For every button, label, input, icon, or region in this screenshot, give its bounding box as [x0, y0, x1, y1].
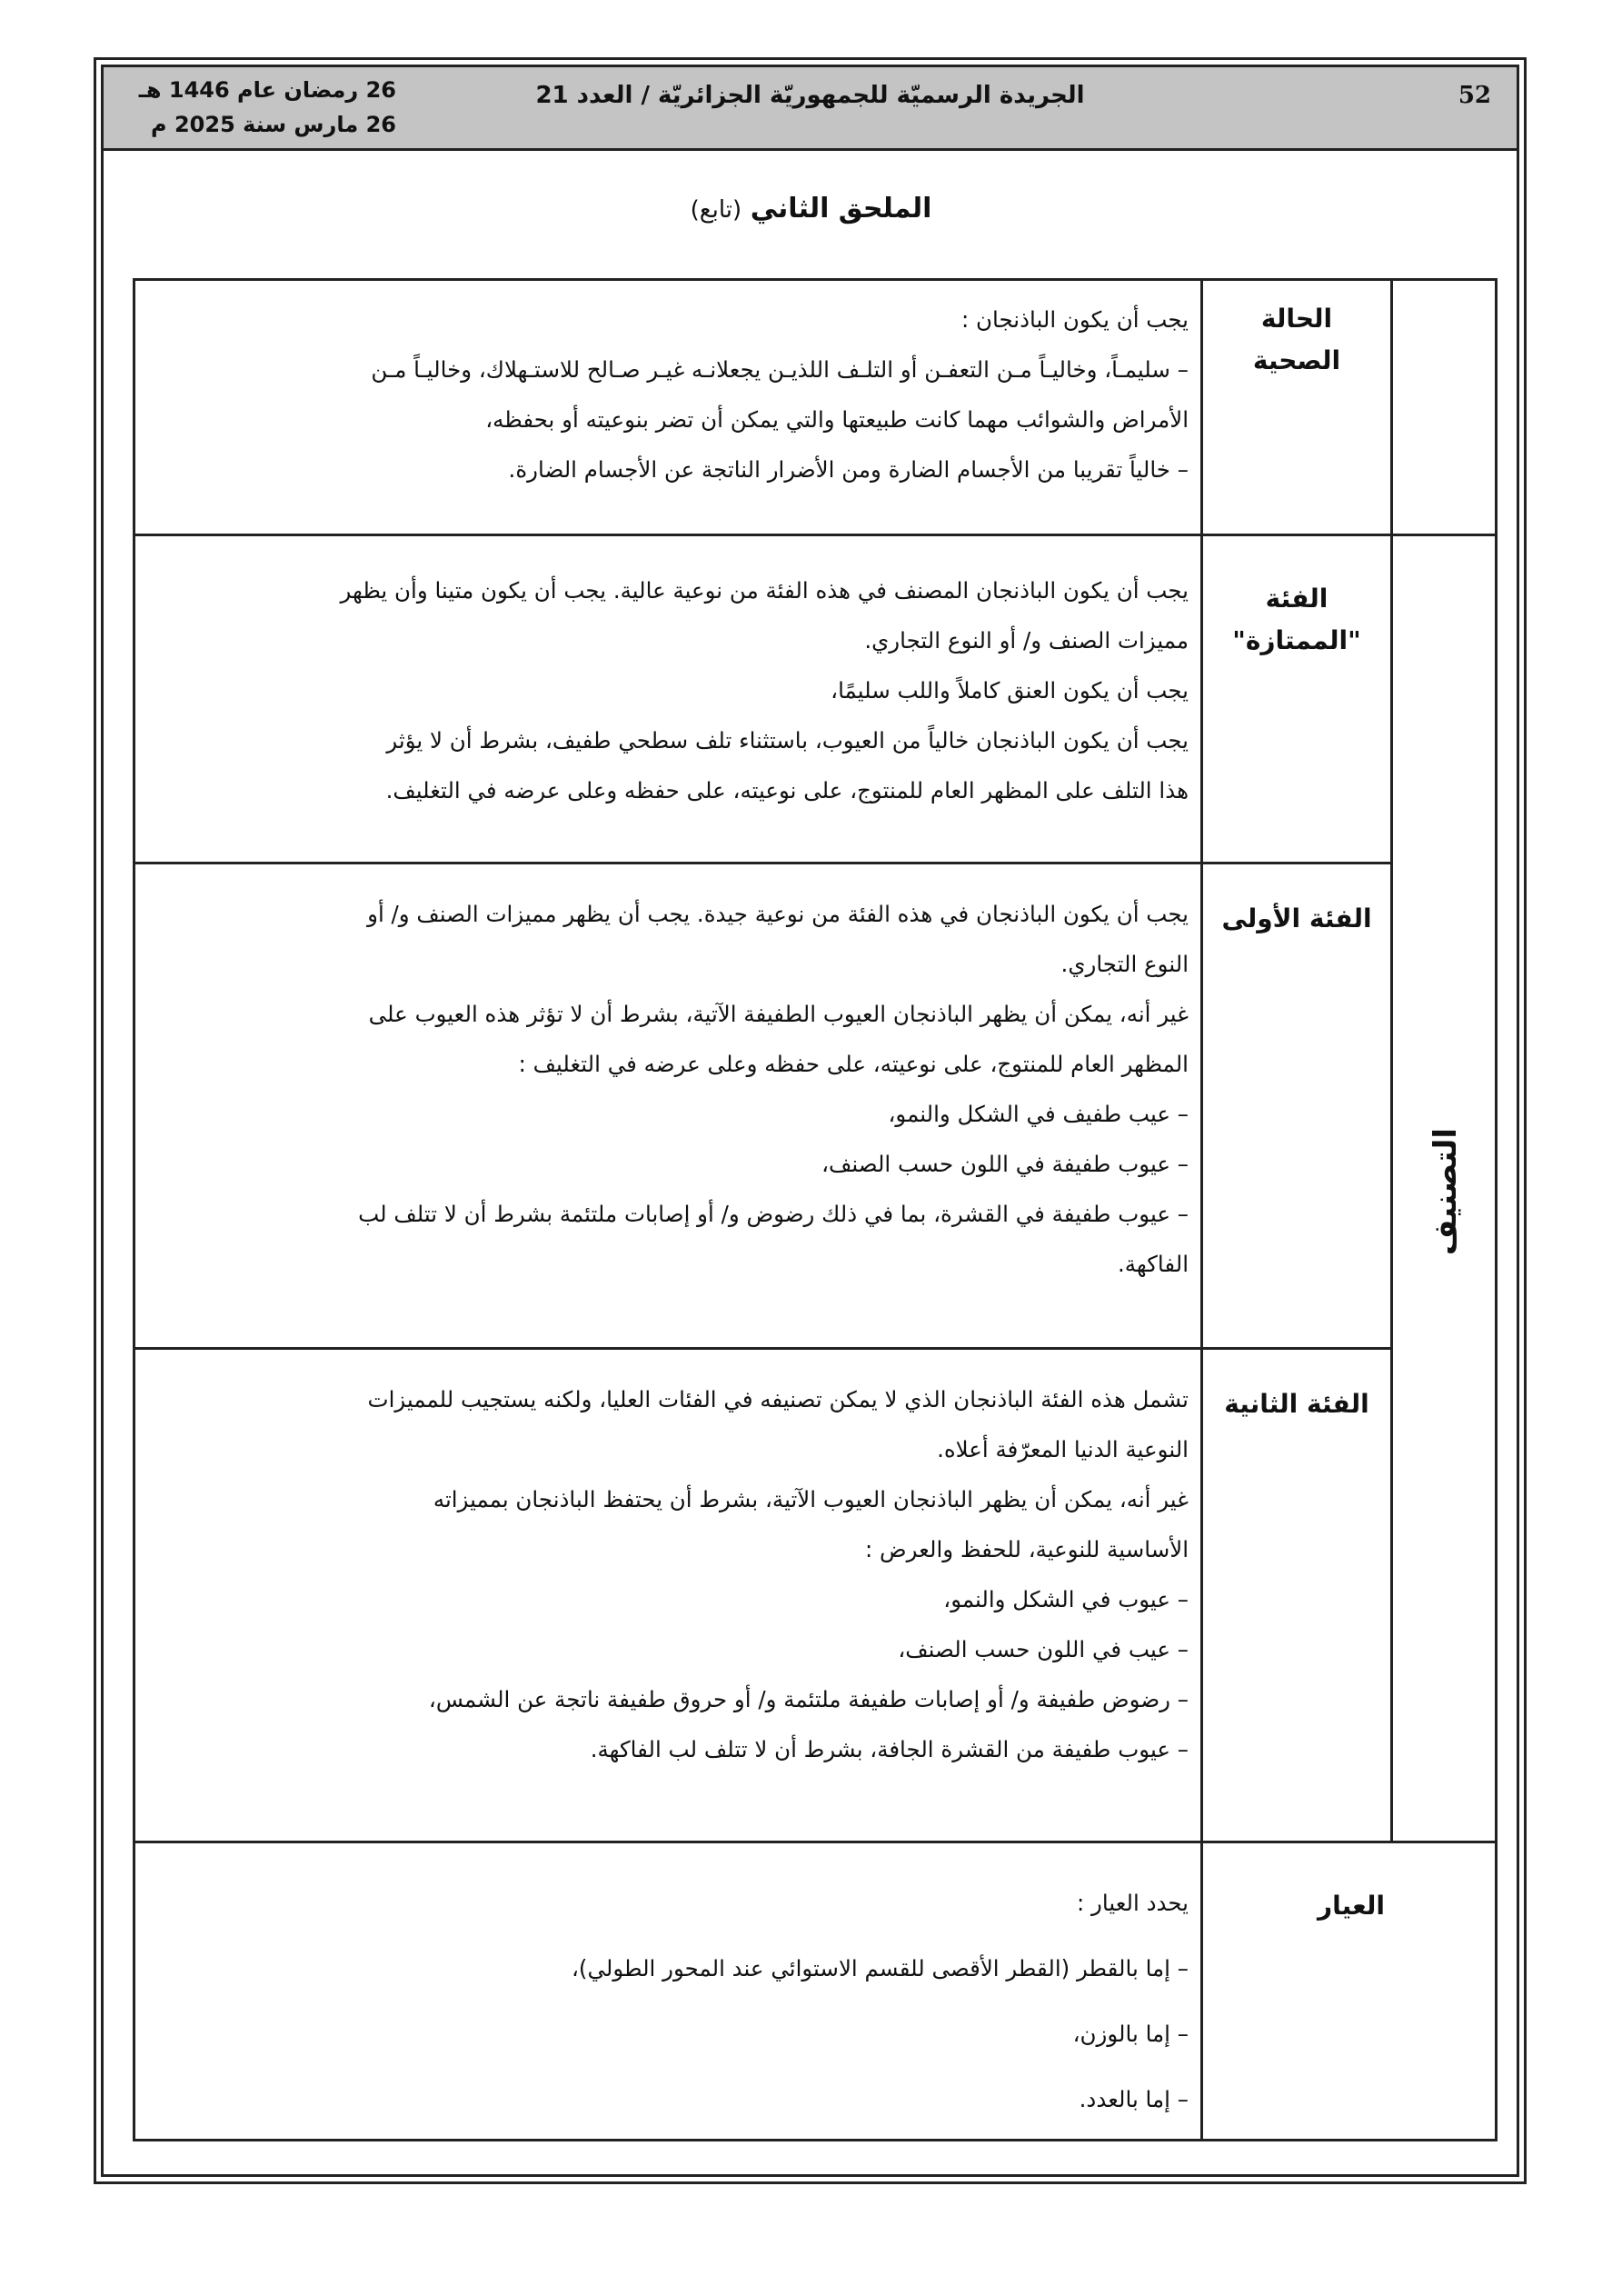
text-line: يجب أن يكون الباذنجان خالياً من العيوب، باستثناء تلف سطحي طفيف، بشرط أن لا يؤثر	[386, 727, 1189, 754]
table-border-bottom	[133, 2139, 1498, 2141]
text-line: – خالياً تقريبا من الأجسام الضارة ومن الأضرار الناتجة عن الأجسام الضارة.	[508, 456, 1189, 483]
text-line: – إما بالوزن،	[1072, 2021, 1189, 2047]
label-classification: التصنيف	[1428, 1128, 1464, 1256]
label-extra-line2: "الممتازة"	[1232, 625, 1361, 655]
text-line: النوعية الدنيا المعرّفة أعلاه.	[937, 1436, 1189, 1462]
table-border-top	[133, 278, 1498, 281]
text-line: يجب أن يكون العنق كاملاً واللب سليمًا،	[831, 677, 1189, 704]
text-line: – عيوب في الشكل والنمو،	[943, 1586, 1189, 1612]
table-border-right	[1495, 278, 1498, 2141]
label-health-line2: الصحية	[1252, 345, 1341, 375]
text-line: – إما بالعدد.	[1079, 2086, 1189, 2112]
label-extra-class	[1203, 578, 1390, 662]
annex-title	[0, 193, 1622, 225]
text-line: النوع التجاري.	[1060, 951, 1189, 977]
content-class-two	[171, 1374, 1189, 1774]
row-divider-2	[133, 862, 1393, 864]
table-border-left	[133, 278, 135, 2141]
column-divider-content	[1200, 278, 1203, 2141]
text-line: – عيوب طفيفة في اللون حسب الصنف،	[821, 1151, 1189, 1177]
page-header	[104, 67, 1517, 151]
label-extra-line1: الفئة	[1265, 584, 1328, 614]
text-line: يجب أن يكون الباذنجان المصنف في هذه الفئة من نوعية عالية. يجب أن يكون متينا وأن يظهر	[340, 577, 1189, 604]
text-line: غير أنه، يمكن أن يظهر الباذنجان العيوب الآتية، بشرط أن يحتفظ الباذنجان بمميزاته	[433, 1486, 1189, 1512]
text-line: – عيوب طفيفة من القشرة الجافة، بشرط أن لا تتلف لب الفاكهة.	[590, 1736, 1189, 1762]
label-class-one: الفئة الأولى	[1221, 903, 1372, 933]
label-class-two: الفئة الثانية	[1224, 1389, 1369, 1419]
row-divider-1	[133, 534, 1393, 536]
text-line: – عيب في اللون حسب الصنف،	[898, 1636, 1189, 1662]
date-gregorian: 26 مارس سنة 2025 م	[151, 112, 396, 137]
issue-dates	[124, 73, 396, 142]
text-line: – رضوض طفيفة و/ أو إصابات طفيفة ملتئمة و/ أو حروق طفيفة ناتجة عن الشمس،	[428, 1686, 1189, 1712]
annex-title-continued: (تابع)	[690, 196, 742, 224]
text-line: يجب أن يكون الباذنجان :	[960, 306, 1189, 333]
text-line: تشمل هذه الفئة الباذنجان الذي لا يمكن تصنيفه في الفئات العليا، ولكنه يستجيب للمميزات	[367, 1386, 1189, 1413]
text-line: المظهر العام للمنتوج، على نوعيته، على حفظه وعلى عرضه في التغليف :	[518, 1051, 1189, 1077]
text-line: يجب أن يكون الباذنجان في هذه الفئة من نوعية جيدة. يجب أن يظهر مميزات الصنف و/ أو	[367, 901, 1189, 927]
content-extra-class	[171, 565, 1189, 815]
label-health-line1: الحالة	[1260, 304, 1333, 334]
text-line: غير أنه، يمكن أن يظهر الباذنجان العيوب الطفيفة الآتية، بشرط أن لا تؤثر هذه العيوب على	[368, 1001, 1189, 1027]
content-health-condition	[171, 294, 1189, 494]
text-line: – سليمـاً، وخاليـاً مـن التعفـن أو التلـف اللذيـن يجعلانـه غيـر صـالح للاستـهلاك، وخاليـاً مـن	[371, 356, 1189, 383]
label-sizing: العيار	[1318, 1891, 1385, 1921]
column-divider-classification	[1390, 278, 1393, 1842]
text-line: هذا التلف على المظهر العام للمنتوج، على نوعيته، على حفظه وعلى عرضه في التغليف.	[385, 777, 1189, 804]
label-health-condition	[1203, 298, 1390, 382]
text-line: – إما بالقطر (القطر الأقصى للقسم الاستوائي عند المحور الطولي)،	[571, 1955, 1189, 1982]
text-line: الأمراض والشوائب مهما كانت طبيعتها والتي يمكن أن تضر بنوعيته أو بحفظه،	[485, 406, 1189, 433]
text-line: – عيوب طفيفة في القشرة، بما في ذلك رضوض و/ أو إصابات ملتئمة بشرط أن لا تتلف لب	[358, 1201, 1189, 1227]
row-divider-3	[133, 1347, 1393, 1350]
date-hijri: 26 رمضان عام 1446 هـ	[138, 77, 396, 103]
text-line: الفاكهة.	[1117, 1251, 1189, 1277]
text-line: – عيب طفيف في الشكل والنمو،	[888, 1101, 1189, 1127]
row-divider-1-right	[1390, 534, 1498, 536]
text-line: مميزات الصنف و/ أو النوع التجاري.	[864, 627, 1189, 654]
content-sizing	[171, 1871, 1189, 2132]
text-line: الأساسية للنوعية، للحفظ والعرض :	[864, 1536, 1189, 1562]
content-class-one	[171, 889, 1189, 1289]
annex-title-main: الملحق الثاني	[750, 193, 932, 225]
page-number: 52	[1458, 82, 1491, 109]
text-line: يحدد العيار :	[1076, 1890, 1189, 1916]
journal-title: الجريدة الرسميّة للجمهوريّة الجزائريّة / العدد 21	[535, 82, 1085, 109]
standards-table	[133, 278, 1498, 2141]
row-divider-4	[133, 1841, 1498, 1843]
